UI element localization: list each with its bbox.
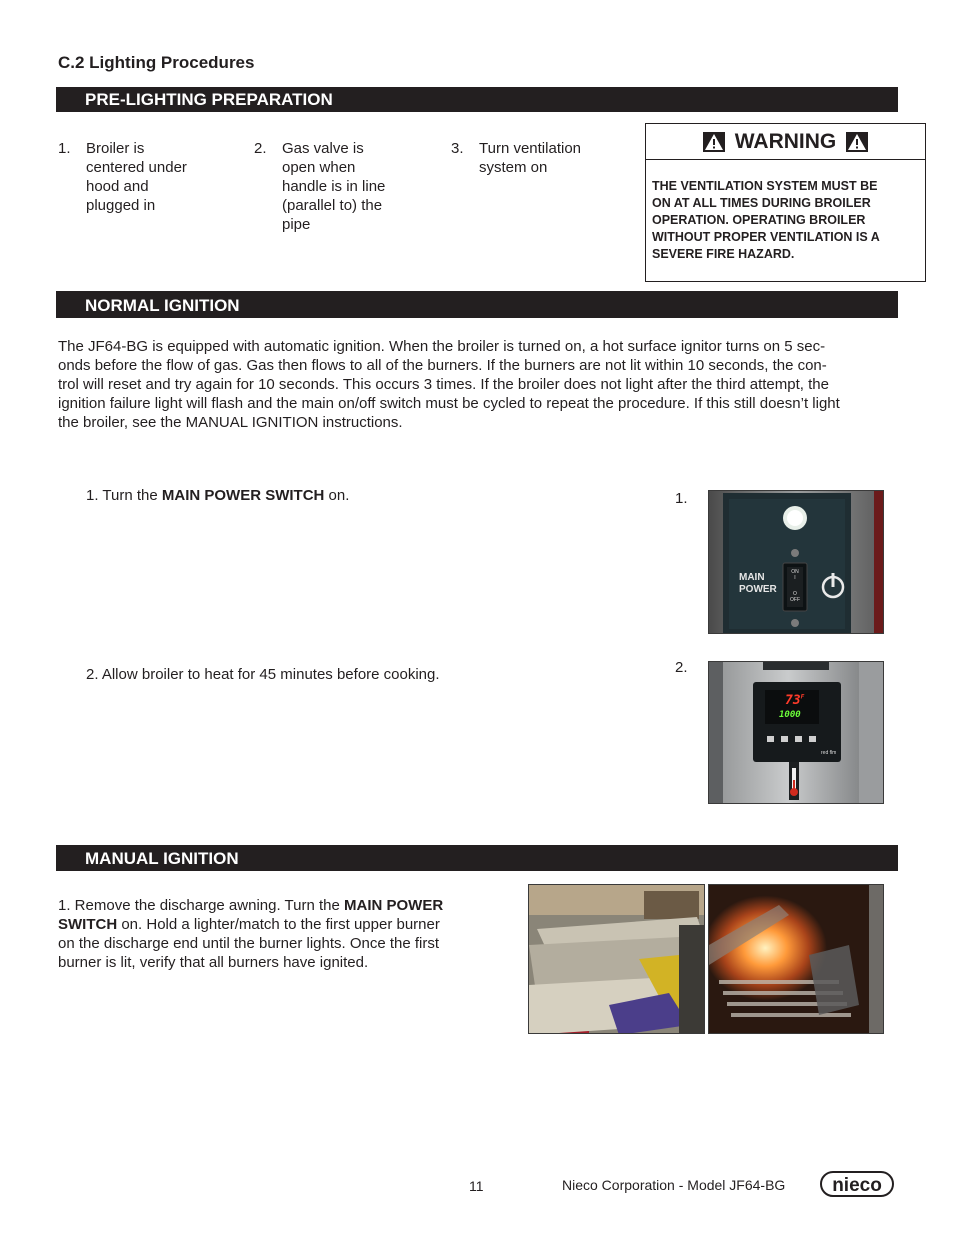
normal-ignition-band <box>56 291 898 318</box>
para-line: ignition failure light will flash and the main on/off switch must be cycled to repeat the procedure. If this still doesn’t light <box>58 395 840 412</box>
figure-label-1: 1. <box>675 490 688 507</box>
warning-line: THE VENTILATION SYSTEM MUST BE <box>652 179 878 193</box>
step-line: hood and <box>86 178 149 195</box>
manual-text: burner is lit, verify that all burners have ignited. <box>58 954 369 971</box>
step-number: 3. <box>451 140 464 157</box>
step-line: handle is in line <box>282 178 386 195</box>
section-heading: C.2 Lighting Procedures <box>58 53 255 72</box>
manual-ignition-title: MANUAL IGNITION <box>85 849 239 868</box>
panel-label-line: MAIN <box>739 572 765 583</box>
warning-line: OPERATION. OPERATING BROILER <box>652 213 866 227</box>
main-power-panel-illustration <box>709 491 884 634</box>
step-line: centered under <box>86 159 187 176</box>
step-line: open when <box>282 159 356 176</box>
lit-burner-illustration <box>709 885 884 1034</box>
manual-line <box>58 953 478 972</box>
manual-text: on the discharge end until the burner lights. Once the first <box>58 935 440 952</box>
panel-label-line: POWER <box>739 584 777 595</box>
temperature-controller-illustration <box>709 662 884 804</box>
step-number: 2. <box>254 140 267 157</box>
para-line: onds before the flow of gas. Gas then flows to all of the burners. If the burners are not lit within 10 seconds, the con- <box>58 357 827 374</box>
temperature-value: 73 <box>785 693 801 708</box>
temperature-controller-photo <box>708 661 884 804</box>
normal-ignition-paragraph <box>58 337 898 432</box>
manual-text-bold: MAIN POWER <box>344 897 444 914</box>
manual-text: on. Hold a lighter/match to the first upper burner <box>117 916 440 933</box>
manual-ignition-band <box>56 845 898 871</box>
discharge-awning-photo <box>528 884 705 1034</box>
manual-ignition-paragraph <box>58 896 478 972</box>
para-line: trol will reset and try again for 10 seconds. This occurs 3 times. If the broiler does not light after the third attempt, the <box>58 376 829 393</box>
setpoint-readout: 1000 <box>779 710 801 720</box>
warning-line: ON AT ALL TIMES DURING BROILER <box>652 196 871 210</box>
manual-line <box>58 896 478 915</box>
manual-text: 1. Remove the discharge awning. Turn the <box>58 897 344 914</box>
warning-header <box>646 124 925 160</box>
discharge-awning-illustration <box>529 885 705 1034</box>
footer-text: Nieco Corporation - Model JF64-BG <box>562 1177 786 1193</box>
step-line: (parallel to) the <box>282 197 383 214</box>
lit-burner-photo <box>708 884 884 1034</box>
warning-text <box>646 160 925 263</box>
para-line: The JF64-BG is equipped with automatic ignition. When the broiler is turned on, a hot surface ignitor turns on 5 sec- <box>58 338 826 355</box>
rocker-label: OFF <box>790 597 800 603</box>
panel-label <box>739 572 777 596</box>
normal-ignition-title: NORMAL IGNITION <box>85 296 240 315</box>
prelighting-title: PRE-LIGHTING PREPARATION <box>85 90 333 109</box>
warning-title: WARNING <box>734 129 837 153</box>
step-line: plugged in <box>86 197 156 214</box>
temperature-unit: F <box>800 693 805 701</box>
warning-line: WITHOUT PROPER VENTILATION IS A <box>652 230 880 244</box>
manual-line <box>58 915 478 934</box>
para-line: the broiler, see the MANUAL IGNITION instructions. <box>58 414 403 431</box>
rocker-switch-labels <box>786 569 804 603</box>
rocker-label: O <box>793 591 797 597</box>
rocker-label: I <box>794 575 796 581</box>
manual-line <box>58 934 478 953</box>
warning-icon <box>846 132 868 152</box>
step-line: Turn ventilation <box>479 140 581 157</box>
step-text: 1. Turn the <box>86 487 162 504</box>
warning-icon <box>703 132 725 152</box>
main-power-switch-photo <box>708 490 884 634</box>
page-number: 11 <box>469 1178 484 1194</box>
rocker-label: ON <box>791 569 799 575</box>
step-text: on. <box>324 487 350 504</box>
manual-text-bold: SWITCH <box>58 916 118 933</box>
warning-line: SEVERE FIRE HAZARD. <box>652 247 795 261</box>
step-line: Gas valve is <box>282 140 364 157</box>
figure-label-2: 2. <box>675 659 688 676</box>
temperature-readout <box>785 693 804 708</box>
step-line: system on <box>479 159 548 176</box>
nieco-logo <box>820 1170 896 1198</box>
step-line: Broiler is <box>86 140 145 157</box>
prelighting-step-1 <box>58 139 238 219</box>
step-line: pipe <box>282 216 311 233</box>
prelighting-band <box>56 87 898 112</box>
prelighting-step-3 <box>451 139 631 179</box>
controller-button-label: red flm <box>821 750 837 756</box>
step-number: 1. <box>58 140 71 157</box>
prelighting-step-2 <box>254 139 434 239</box>
nieco-logo-graphic <box>820 1170 896 1198</box>
warning-box <box>645 123 926 282</box>
step-text-bold: MAIN POWER SWITCH <box>161 487 325 504</box>
logo-lettering: nieco <box>832 1175 882 1196</box>
normal-step-2: 2. Allow broiler to heat for 45 minutes before cooking. <box>86 666 440 683</box>
normal-step-1 <box>86 486 349 505</box>
